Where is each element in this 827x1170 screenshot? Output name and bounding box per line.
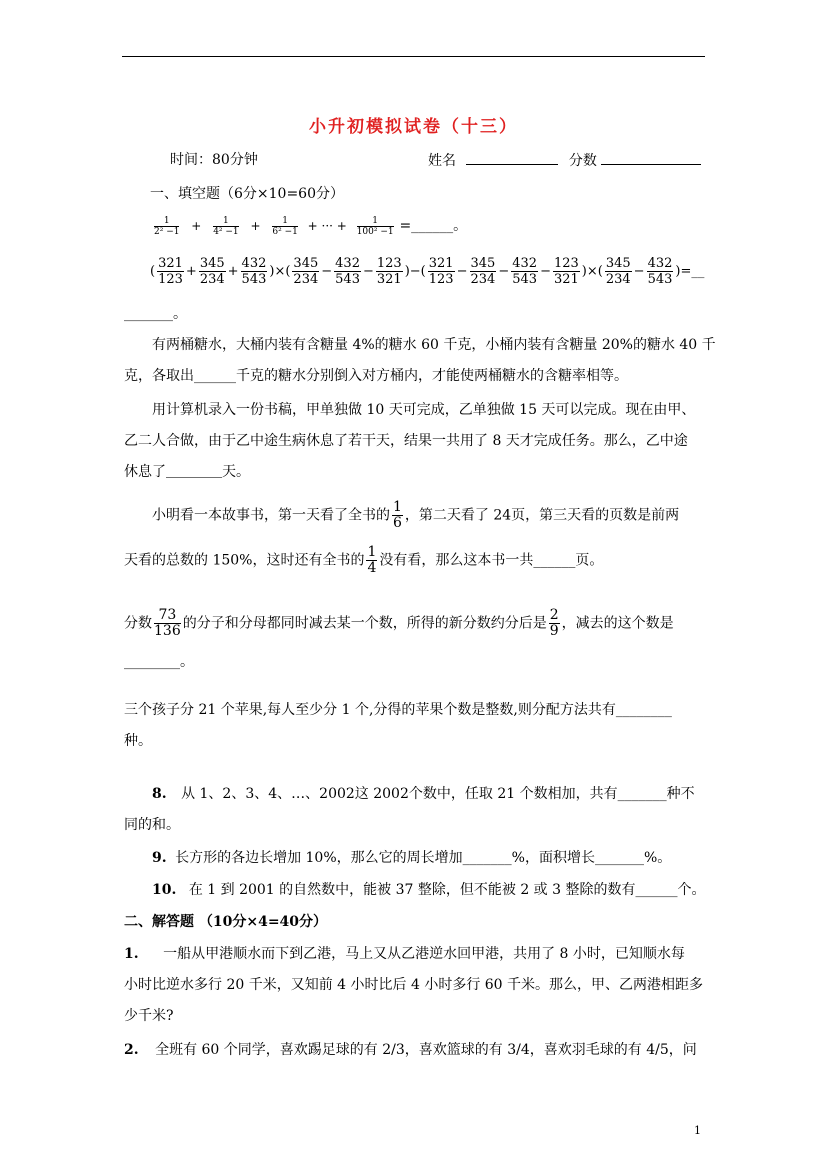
score-blank	[601, 150, 701, 165]
q2-frac: $\frac{123}{321}$	[376, 256, 402, 287]
question-8-line-2: 同的和。	[124, 817, 180, 833]
question-8-line-1: 8. 从 1、2、3、4、…、2002这 2002个数中，任取 21 个数相加，共有_______种不	[152, 786, 695, 802]
q2-frac: $\frac{345}{234}$	[293, 256, 319, 287]
question-2: ( $\frac{321}{123}$ + $\frac{345}{234}$ + $\frac{432}{543}$ )×( $\frac{345}{234}$ − $\frac{432}{543}$ − $\frac{123}{321}$ )−( $\frac{321}{123}$ − $\frac{345}{234}$ − $\frac{432}{543}$ − $\frac{123}{321}$ )×( $\frac{345}{234}$ − $\frac{432}{543}$ )=__	[150, 256, 705, 287]
q6-fraction-1: $\frac{73}{136}$	[154, 607, 181, 639]
question-4-line-2: 乙二人合做，由于乙中途生病休息了若干天，结果一共用了 8 天才完成任务。那么，乙中途	[124, 433, 688, 449]
problem-1-line-2: 小时比逆水多行 20 千米，又知前 4 小时比后 4 小时多行 60 千米。那么，甲、乙两港相距多	[124, 977, 704, 993]
q1-fraction-2: $\frac{1}{\text{4² −1}}$	[213, 216, 239, 237]
q1-fraction-3: $\frac{1}{\text{6² −1}}$	[272, 216, 298, 237]
time-label: 时间：80分钟	[170, 152, 258, 168]
q2-frac: $\frac{345}{234}$	[605, 256, 631, 287]
question-5-line-1: 小明看一本故事书，第一天看了全书的 $\frac{1}{6}$ ，第二天看了 24页，第三天看的页数是前两	[152, 499, 680, 531]
q2-frac: $\frac{432}{543}$	[512, 256, 538, 287]
page-number: 1	[694, 1124, 701, 1137]
q2-frac: $\frac{321}{123}$	[428, 256, 454, 287]
name-label: 姓名	[428, 153, 456, 169]
q1-fraction-1: $\frac{1}{\text{2² −1}}$	[154, 216, 180, 237]
question-2-blank: _______。	[124, 306, 187, 322]
q2-frac: $\frac{432}{543}$	[335, 256, 360, 287]
problem-1-line-3: 少千米?	[124, 1008, 174, 1024]
q5-fraction-1: $\frac{1}{6}$	[393, 499, 402, 531]
question-6-line-1: 分数 $\frac{73}{136}$ 的分子和分母都同时减去某一个数，所得的新分数约分后是 $\frac{2}{9}$ ，减去的这个数是	[124, 607, 674, 639]
question-10: 10. 在 1 到 2001 的自然数中，能被 37 整除，但不能被 2 或 3 整除的数有______个。	[152, 882, 706, 898]
q6-fraction-2: $\frac{2}{9}$	[549, 607, 559, 639]
question-3-line-1: 有两桶糖水，大桶内装有含糖量 4%的糖水 60 千克，小桶内装有含糖量 20%的糖水 40 千	[152, 337, 716, 353]
header-rule	[122, 56, 705, 57]
name-field	[428, 150, 701, 171]
question-4-line-1: 用计算机录入一份书稿，甲单独做 10 天可完成，乙单独做 15 天可以完成。现在由甲、	[152, 402, 696, 418]
question-4-line-3: 休息了＿＿＿＿天。	[124, 464, 250, 480]
q2-frac: $\frac{432}{543}$	[241, 256, 267, 287]
section1-heading: 一、填空题（6分×10=60分）	[150, 186, 344, 202]
question-6-line-2: ________。	[124, 654, 194, 670]
q2-frac: $\frac{432}{543}$	[647, 256, 673, 287]
problem-2-line-1: 2. 全班有 60 个同学，喜欢踢足球的有 2/3，喜欢篮球的有 3/4，喜欢羽毛球的有 4/5，问	[124, 1042, 697, 1058]
question-7-line-1: 三个孩子分 21 个苹果,每人至少分 1 个,分得的苹果个数是整数,则分配方法共有________	[124, 702, 672, 718]
q1-fraction-4: $\frac{1}{\text{100² −1}}$	[356, 216, 394, 237]
q5-fraction-2: $\frac{1}{4}$	[367, 544, 377, 576]
question-9: 9. 长方形的各边长增加 10%，那么它的周长增加_______%，面积增长_______%。	[152, 850, 672, 866]
q2-frac: $\frac{345}{234}$	[470, 256, 496, 287]
question-5-line-2: 天看的总数的 150%，这时还有全书的 $\frac{1}{4}$ 没有看，那么这本书一共______页。	[124, 544, 604, 576]
question-7-line-2: 种。	[124, 733, 152, 749]
problem-1-line-1: 1. 一船从甲港顺水而下到乙港，马上又从乙港逆水回甲港，共用了 8 小时，已知顺水每	[124, 946, 685, 962]
exam-title: 小升初模拟试卷（十三）	[309, 117, 518, 137]
q2-frac: $\frac{345}{234}$	[199, 256, 225, 287]
question-3-line-2: 克，各取出______千克的糖水分别倒入对方桶内，才能使两桶糖水的含糖率相等。	[124, 368, 628, 384]
question-1: $\frac{1}{\text{2² −1}}$ + $\frac{1}{\text{4² −1}}$ + $\frac{1}{\text{6² −1}}$ + ··· + $\frac{1}{\text{100² −1}}$ =______。	[154, 216, 468, 237]
score-label: 分数	[568, 153, 597, 169]
section2-heading: 二、解答题 （10分×4=40分）	[124, 914, 328, 930]
q2-frac: $\frac{321}{123}$	[158, 256, 183, 287]
name-blank	[466, 150, 558, 165]
q2-frac: $\frac{123}{321}$	[553, 256, 579, 287]
